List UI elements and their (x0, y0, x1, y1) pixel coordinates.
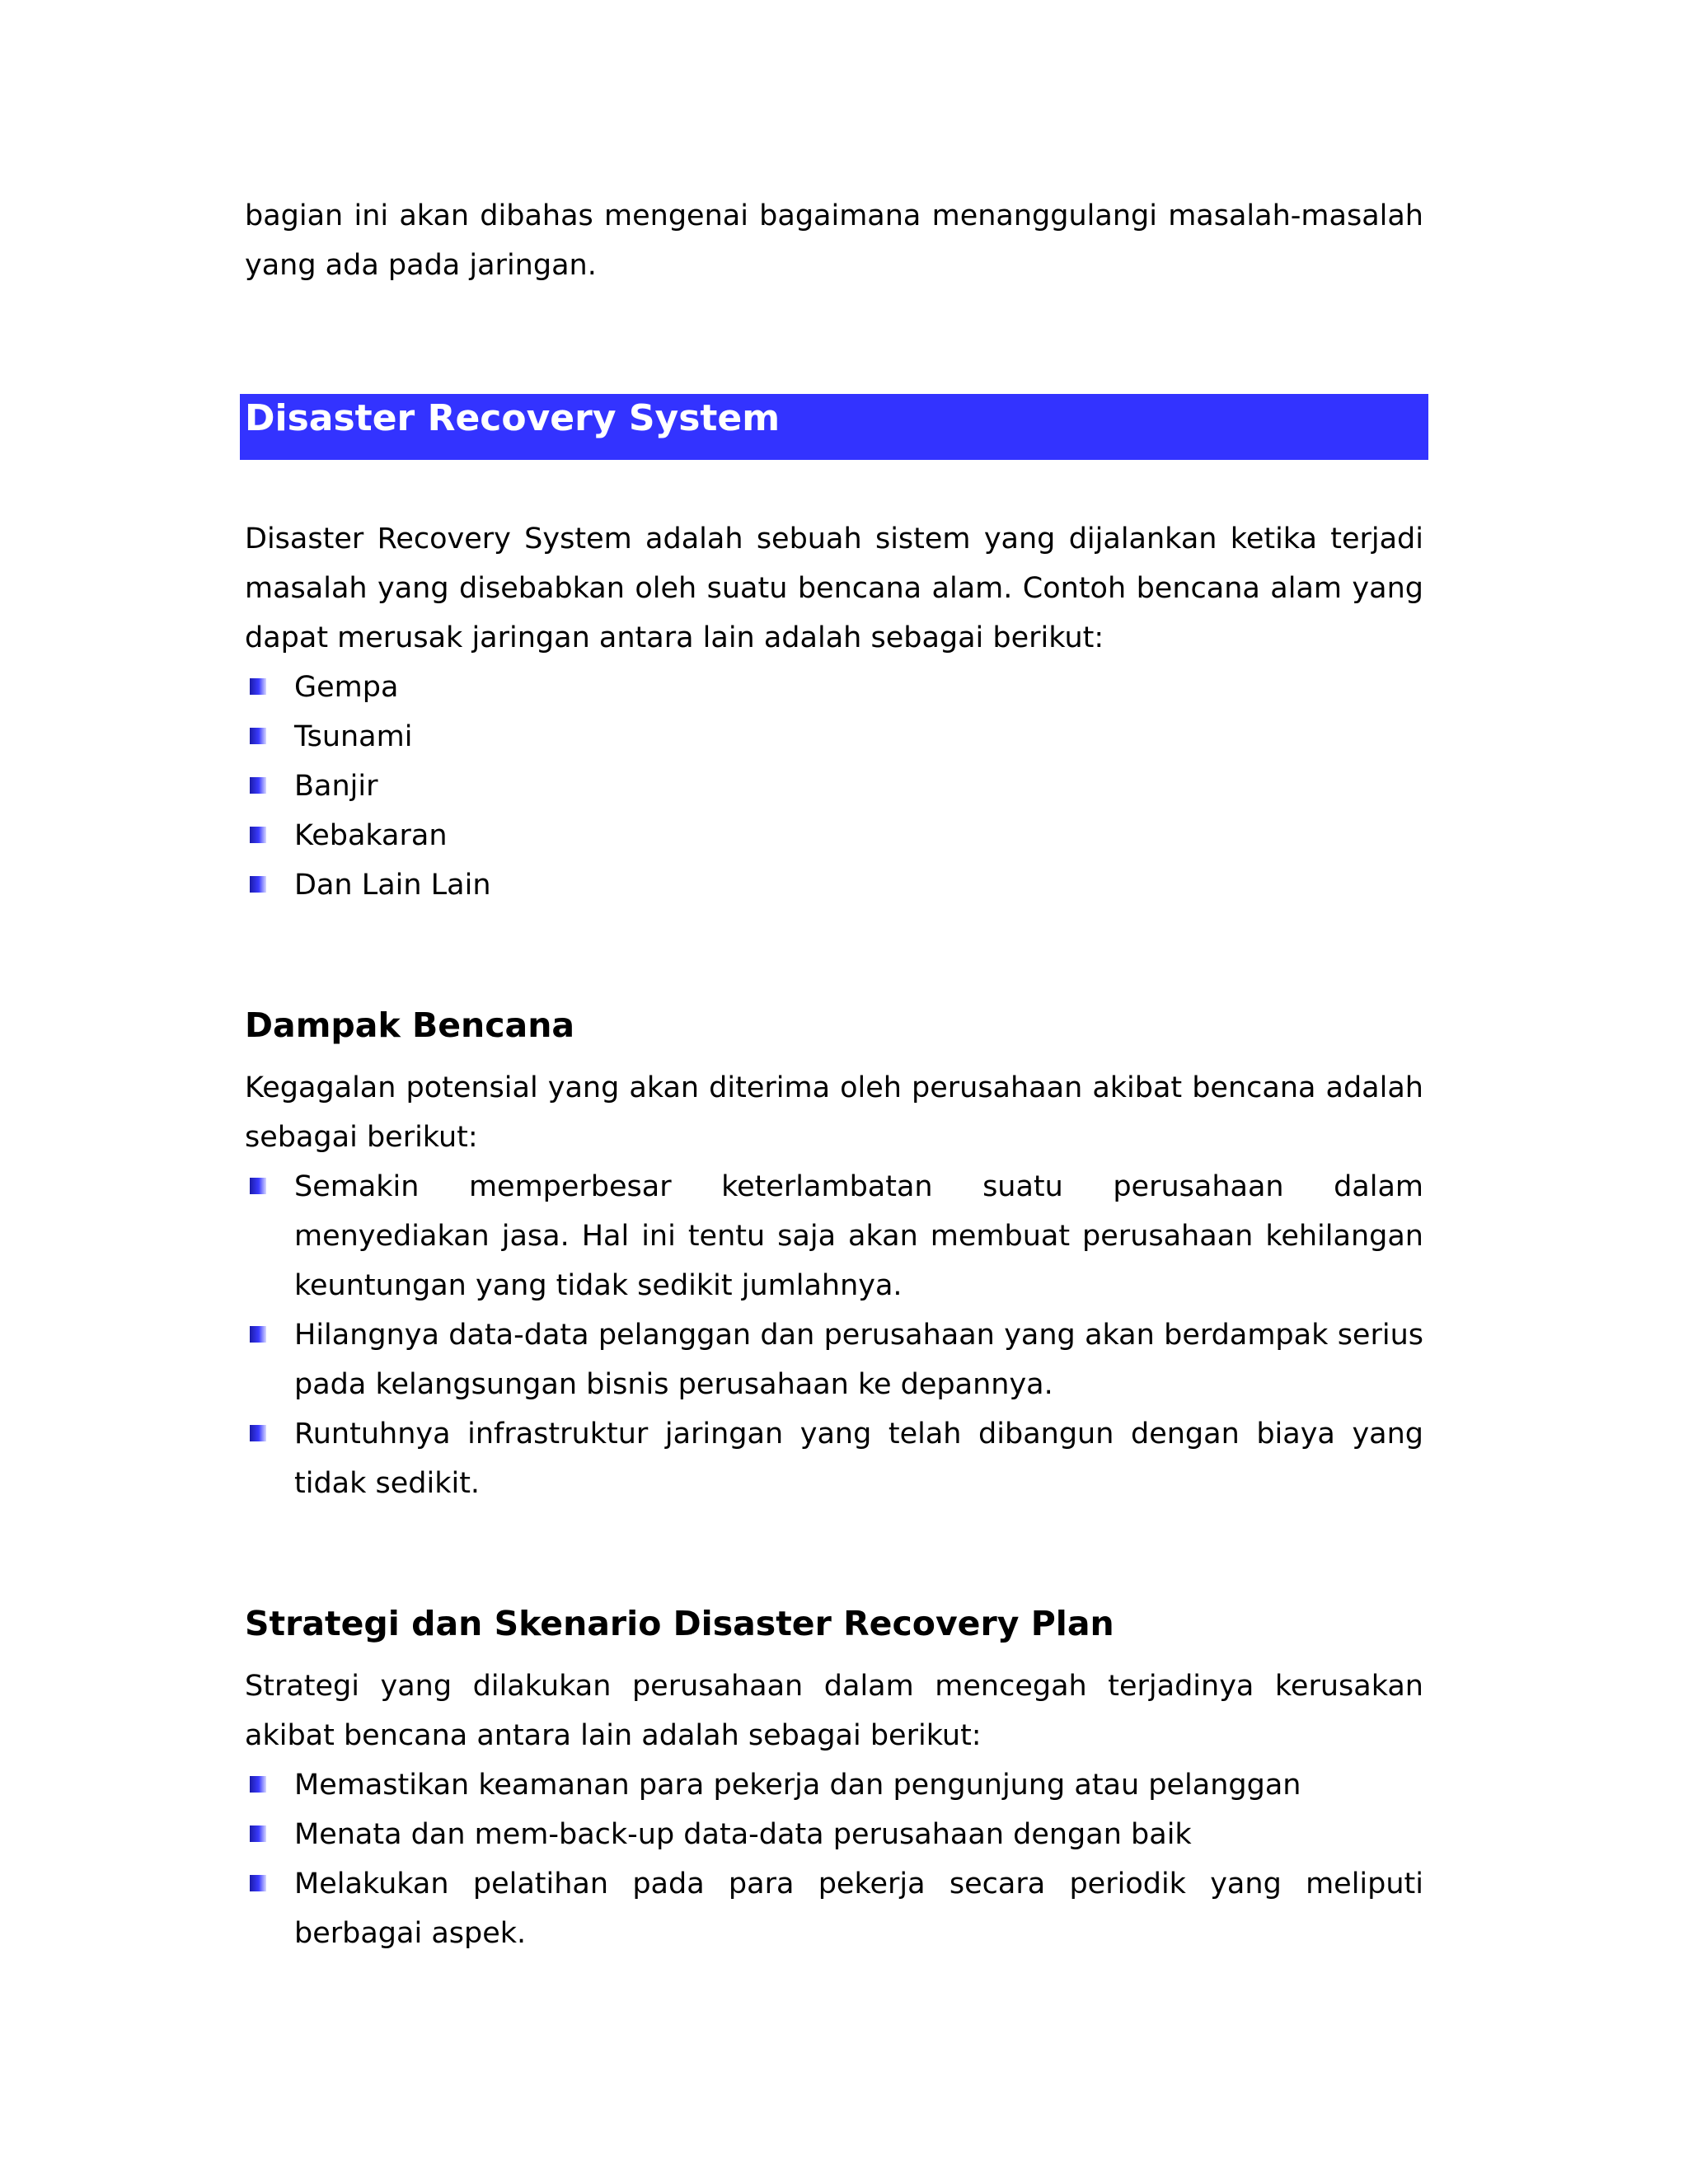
square-bullet-icon (250, 1875, 266, 1891)
section2-paragraph: Kegagalan potensial yang akan diterima oleh perusahaan akibat bencana adalah sebagai berikut: (245, 1071, 1423, 1154)
section3-heading: Strategi dan Skenario Disaster Recovery Plan (245, 1604, 1114, 1643)
list-item-text: Memastikan keamanan para pekerja dan pengunjung atau pelanggan (294, 1769, 1301, 1802)
banner-title: Disaster Recovery System (245, 397, 781, 439)
list-item-text: Runtuhnya infrastruktur jaringan yang telah dibangun dengan biaya yang tidak sedikit. (294, 1418, 1423, 1500)
list-item (245, 762, 1423, 811)
square-bullet-icon (250, 1776, 266, 1793)
square-bullet-icon (250, 678, 266, 695)
document-page (245, 191, 1423, 1958)
section2-heading: Dampak Bencana (245, 1005, 575, 1045)
list-item (245, 663, 1423, 712)
square-bullet-icon (250, 728, 266, 744)
section-disaster-recovery (245, 514, 1423, 910)
list-item (245, 860, 1423, 910)
list-item-text: Gempa (294, 671, 399, 704)
list-item (245, 1810, 1423, 1859)
square-bullet-icon (250, 777, 266, 794)
list-item-text: Semakin memperbesar keterlambatan suatu perusahaan dalam menyediakan jasa. Hal ini tentu saja akan membuat perusahaan kehilangan keuntungan yang tidak sedikit jumlahnya. (294, 1170, 1423, 1302)
list-item-text: Dan Lain Lain (294, 869, 491, 902)
section1-paragraph: Disaster Recovery System adalah sebuah sistem yang dijalankan ketika terjadi masalah yang disebabkan oleh suatu bencana alam. Contoh bencana alam yang dapat merusak jaringan antara lain adalah sebagai berikut: (245, 523, 1423, 654)
list-item-text: Tsunami (294, 720, 413, 753)
list-item (245, 1760, 1423, 1810)
list-item (245, 811, 1423, 860)
intro-paragraph: bagian ini akan dibahas mengenai bagaimana menanggulangi masalah-masalah yang ada pada jaringan. (245, 199, 1423, 282)
section-banner (240, 394, 1428, 460)
list-item-text: Banjir (294, 770, 378, 803)
list-item-text: Melakukan pelatihan pada para pekerja secara periodik yang meliputi berbagai aspek. (294, 1868, 1423, 1950)
list-item (245, 712, 1423, 762)
list-item-text: Kebakaran (294, 819, 448, 852)
square-bullet-icon (250, 1178, 266, 1194)
list-item (245, 1310, 1423, 1409)
square-bullet-icon (250, 1425, 266, 1441)
square-bullet-icon (250, 876, 266, 893)
square-bullet-icon (250, 1326, 266, 1343)
list-item-text: Menata dan mem-back-up data-data perusahaan dengan baik (294, 1818, 1192, 1851)
strategy-list (245, 1760, 1423, 1958)
list-item (245, 1859, 1423, 1958)
impact-list (245, 1162, 1423, 1508)
list-item (245, 1409, 1423, 1508)
square-bullet-icon (250, 827, 266, 843)
section-dampak-bencana (245, 1001, 1423, 1508)
section3-paragraph: Strategi yang dilakukan perusahaan dalam mencegah terjadinya kerusakan akibat bencana antara lain adalah sebagai berikut: (245, 1670, 1423, 1752)
list-item (245, 1162, 1423, 1310)
disaster-list (245, 663, 1423, 910)
section-strategi (245, 1599, 1423, 1958)
list-item-text: Hilangnya data-data pelanggan dan perusahaan yang akan berdampak serius pada kelangsungan bisnis perusahaan ke depannya. (294, 1319, 1423, 1401)
square-bullet-icon (250, 1825, 266, 1842)
